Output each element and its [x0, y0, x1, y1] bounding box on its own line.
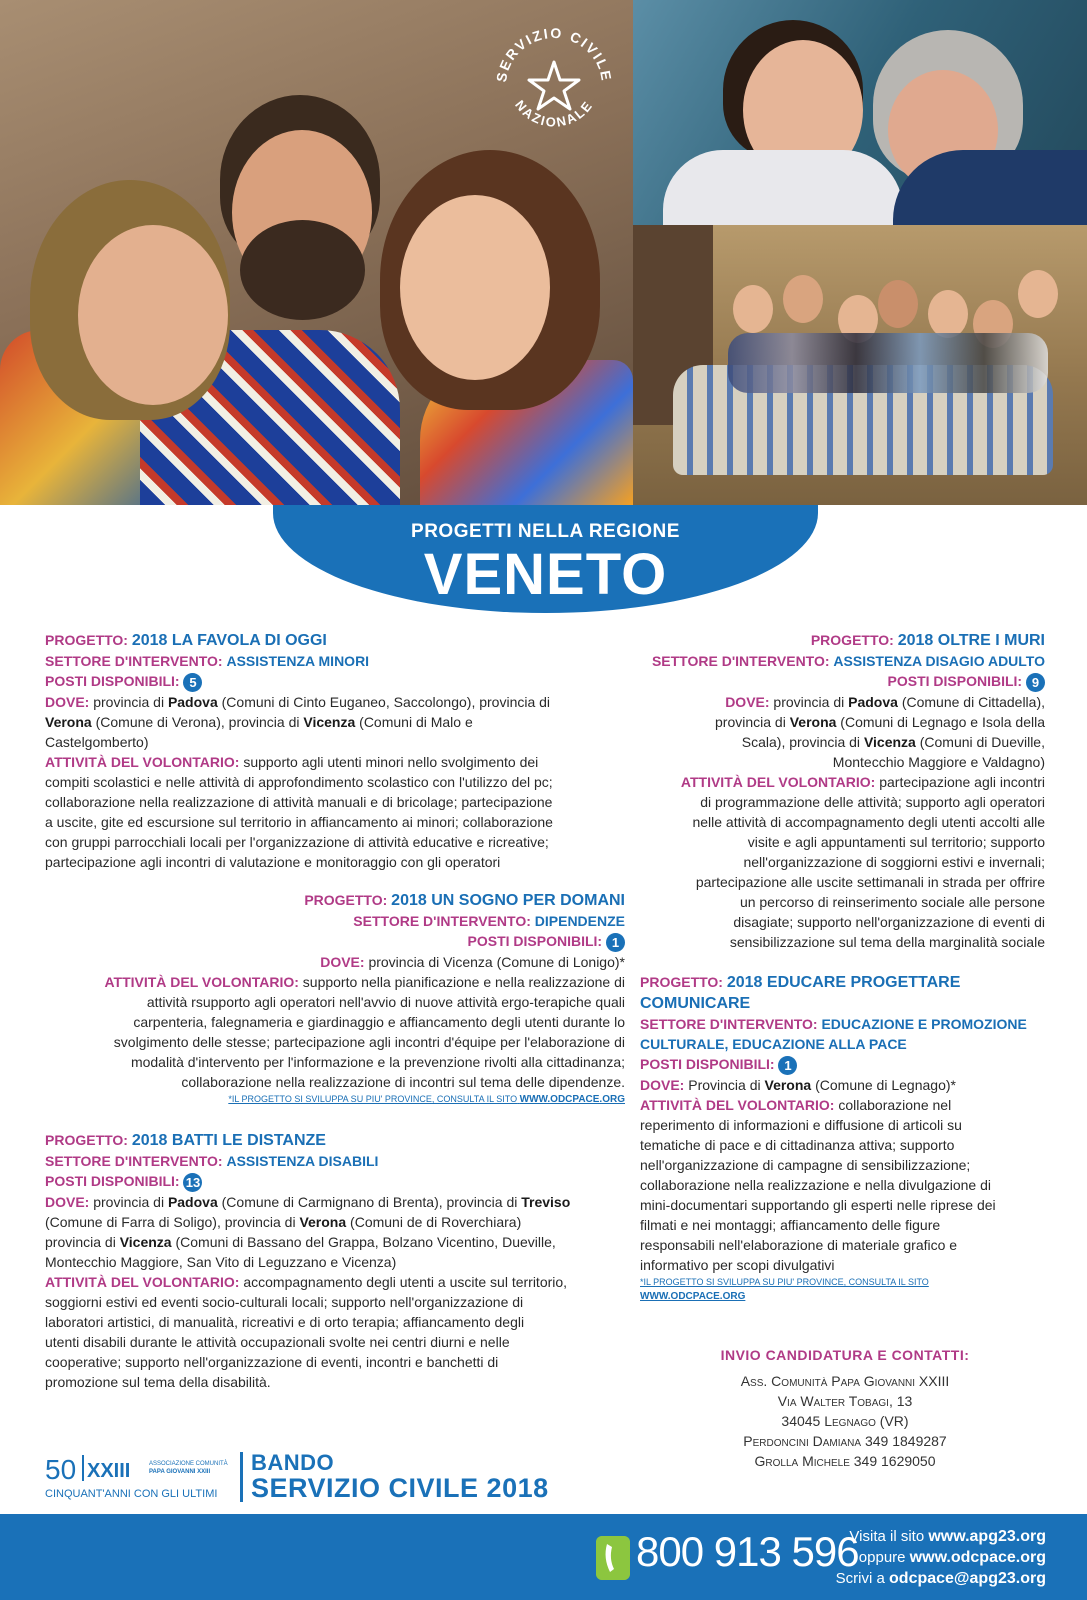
attivita-line: carpenteria, falegnameria e giardinaggio e affiancamento degli utenti durante lo [133, 1013, 625, 1030]
dove-line: Montecchio Maggiore, San Vito di Leguzzano e Vicenza) [45, 1253, 397, 1270]
attivita-line: ATTIVITÀ DEL VOLONTARIO: accompagnamento degli utenti a uscite sul territorio, [45, 1273, 568, 1290]
posti-badge: 9 [1026, 673, 1045, 692]
attivita-line: a uscite, gite ed escursione sul territorio in affiancamento ai minori; collaborazione [45, 813, 553, 830]
project-note-site[interactable]: WWW.ODCPACE.ORG [640, 1290, 746, 1302]
photo-community-sofa [633, 225, 1087, 505]
attivita-line: informativo per scopi divulgativi [640, 1256, 835, 1273]
attivita-line: utenti disabili durante le attività occupazionali svolte nei centri diurni e nelle [45, 1333, 510, 1350]
contact-line: Ass. Comunità Papa Giovanni XXIII [740, 1373, 950, 1389]
attivita-line: filmati e nei montaggi; affiancamento delle figure [640, 1216, 941, 1233]
attivita-line: responsabili nell'elaborazione di materiale grafico e [640, 1236, 958, 1253]
svg-text:50: 50 [45, 1454, 77, 1485]
dove-line: Castelgomberto) [45, 733, 149, 750]
phone-icon [596, 1536, 630, 1580]
attivita-line: sensibilizzazione sul tema della marginalità sociale [729, 933, 1045, 950]
attivita-line: modalità d'intervento per l'informazione e la prevenzione rivolti alla cittadinanza; [130, 1053, 625, 1070]
region-subtitle: PROGETTI NELLA REGIONE [411, 521, 680, 542]
attivita-line: partecipazione alle uscite settimanali in strada per offrire [695, 873, 1045, 890]
posti-badge: 1 [778, 1056, 797, 1075]
dove-line: (Comune di Farra di Soligo), provincia di Verona (Comuni de di Roverchiara) [45, 1213, 522, 1230]
attivita-line: tematiche di pace e di cittadinanza attiva; supporto [640, 1136, 955, 1153]
bando-line2: SERVIZIO CIVILE 2018 [251, 1473, 549, 1503]
project-settore: ASSISTENZA MINORI [226, 653, 370, 669]
dove-block [640, 692, 1045, 772]
attivita-line: nell'organizzazione di campagne di sensibilizzazione; [640, 1156, 971, 1173]
dove-line: provincia di Vicenza (Comuni di Bassano del Grappa, Bolzano Vicentino, Dueville, [45, 1233, 556, 1250]
bando-title [240, 1452, 581, 1502]
region-name: VENETO [423, 542, 668, 607]
photo-volunteers-group [0, 0, 633, 505]
posti-badge: 13 [183, 1173, 202, 1192]
project-title: 2018 OLTRE I MURI [897, 632, 1045, 649]
dove-line: Scala), provincia di Vicenza (Comuni di Dueville, [741, 733, 1045, 750]
project-settore-cont: CULTURALE, EDUCAZIONE ALLA PACE [640, 1036, 907, 1052]
svg-text:NAZIONALE: NAZIONALE [512, 97, 596, 130]
dove-line: DOVE: provincia di Padova (Comuni di Cinto Euganeo, Saccolongo), provincia di [45, 693, 551, 710]
site-link-odcpace[interactable]: www.odcpace.org [909, 1549, 1046, 1566]
attivita-line: con gruppi parrocchiali locali per l'organizzazione di attività educative e ricreative; [45, 833, 549, 850]
attivita-line: svolgimento delle stesse; partecipazione agli incontri d'équipe per l'elaborazione di [113, 1033, 625, 1050]
bottom-contact-bar [0, 1514, 1087, 1600]
contacts-block [650, 1345, 1040, 1471]
attivita-line: collaborazione nella realizzazione di incontri sul tema delle dipendenze. [181, 1073, 625, 1090]
bando-line1: BANDO [251, 1450, 335, 1475]
attivita-block [45, 1272, 625, 1392]
photo-hug [633, 0, 1087, 225]
site-link-apg23[interactable]: www.apg23.org [928, 1528, 1046, 1545]
project-title: 2018 BATTI LE DISTANZE [131, 1132, 326, 1149]
attivita-line: nelle attività di accompagnamento degli utenti accolti alle [692, 813, 1045, 830]
attivita-line: attività rsupporto agli operatori nell'avvio di nuove attività ergo-terapiche quali [146, 993, 625, 1010]
attivita-line: ATTIVITÀ DEL VOLONTARIO: collaborazione nel [640, 1096, 952, 1113]
attivita-line: reperimento di informazioni e diffusione di articoli su [640, 1116, 962, 1133]
attivita-block [45, 752, 625, 872]
contact-line: Via Walter Tobagi, 13 [777, 1393, 913, 1409]
email-link[interactable]: odcpace@apg23.org [889, 1570, 1046, 1587]
attivita-line: partecipazione agli incontri di valutazione e monitoraggio con gli operatori [45, 853, 501, 870]
project-dove: provincia di Vicenza (Comune di Lonigo)* [368, 953, 625, 970]
phone-number[interactable]: 800 913 596 [636, 1528, 859, 1575]
posti-badge: 1 [606, 933, 625, 952]
attivita-block [640, 772, 1045, 952]
dove-line: Verona (Comune di Verona), provincia di Vicenza (Comuni di Malo e [45, 713, 473, 730]
project-batti: PROGETTO: 2018 BATTI LE DISTANZE SETTORE D'INTERVENTO: ASSISTENZA DISABILI POSTI DISPONIBILI: 13 DOVE: provincia di Padova (Comune di Carmignano di Brenta), provincia di Treviso (Comune di Farra di Soligo), provincia di Verona (Comuni de di Roverchiara) provincia di Vicenza (Comuni di Bassano del Grappa, Bolzano Vicentino, Dueville, Montecchio Maggiore, San Vito di Leguzzano e Vicenza) ATTIVITÀ DEL VOLONTARIO: accompagnamento degli utenti a uscite sul territorio, soggiorni estivi ed eventi socio-culturali locali; supporto nell'organizzazione di laboratori artistici, di manualità, ricreativi e di orto terapia; affiancamento degli utenti disabili durante le attività occupazionali svolte nei centri diurni e nelle cooperative; supporto nell'organizzazione di eventi, incontri e banchetti di promozione sul tema della disabilità. [45, 1130, 625, 1392]
dove-line: DOVE: Provincia di Verona (Comune di Legnago)* [640, 1076, 956, 1093]
svg-text:ASSOCIAZIONE COMUNITÀ: ASSOCIAZIONE COMUNITÀ [149, 1461, 228, 1467]
attivita-line: promozione sul tema della disabilità. [45, 1373, 271, 1390]
apg23-50-years-logo [45, 1453, 245, 1501]
dove-block [640, 1075, 1050, 1095]
svg-text:XXIII: XXIII [87, 1460, 131, 1482]
attivita-line: un percorso di reinserimento sociale alle persone [739, 893, 1045, 910]
project-title: 2018 EDUCARE PROGETTARE [726, 974, 961, 991]
contact-line: Grolla Michele 349 1629050 [754, 1453, 936, 1469]
dove-line: DOVE: provincia di Padova (Comune di Cittadella), [725, 693, 1045, 710]
contact-line: Perdoncini Damiana 349 1849287 [743, 1433, 947, 1449]
contact-line: 34045 Legnago (VR) [781, 1413, 909, 1429]
svg-text:SERVIZIO CIVILE: SERVIZIO CIVILE [492, 24, 616, 84]
project-favola: PROGETTO: 2018 LA FAVOLA DI OGGI SETTORE D'INTERVENTO: ASSISTENZA MINORI POSTI DISPONIBILI: 5 DOVE: provincia di Padova (Comuni di Cinto Euganeo, Saccolongo), provincia di Verona (Comune di Verona), provincia di Vicenza (Comuni di Malo e Castelgomberto) ATTIVITÀ DEL VOLONTARIO: supporto agli utenti minori nello svolgimento dei compiti scolastici e nelle attività di approfondimento scolastico con l'utilizzo del pc; collaborazione nella realizzazione di attività manuali e di bricolage; partecipazione a uscite, gite ed escursione sul territorio in affiancamento ai minori; collaborazione con gruppi parrocchiali locali per l'organizzazione di attività educative e ricreative; partecipazione agli incontri di valutazione e monitoraggio con gli operatori [45, 630, 625, 872]
dove-line: DOVE: provincia di Padova (Comune di Carmignano di Brenta), provincia di Treviso [45, 1193, 571, 1210]
servizio-civile-nazionale-logo [492, 24, 616, 148]
project-settore: ASSISTENZA DISAGIO ADULTO [833, 653, 1045, 669]
attivita-line: collaborazione nella realizzazione e nella divulgazione di [640, 1176, 992, 1193]
project-muri: PROGETTO: 2018 OLTRE I MURI SETTORE D'INTERVENTO: ASSISTENZA DISAGIO ADULTO POSTI DISPONIBILI: 9 DOVE: provincia di Padova (Comune di Cittadella), provincia di Verona (Comuni di Legnago e Isola della Scala), provincia di Vicenza (Comuni di Dueville, Montecchio Maggiore e Valdagno) ATTIVITÀ DEL VOLONTARIO: partecipazione agli incontri di programmazione delle attività; supporto agli operatori nelle attività di accompagnamento degli utenti accolti alle visite e agli appuntamenti sul territorio; supporto nell'organizzazione di soggiorni estivi e invernali; partecipazione alle uscite settimanali in strada per offrire un percorso di reinserimento sociale alle persone disagiate; supporto nell'organizzazione di eventi di sensibilizzazione sul tema della marginalità sociale [640, 630, 1045, 952]
project-settore: ASSISTENZA DISABILI [226, 1153, 379, 1169]
attivita-line: soggiorni estivi ed eventi socio-culturali locali; supporto nell'organizzazione di [45, 1293, 524, 1310]
attivita-line: nell'organizzazione di soggiorni estivi e invernali; [743, 853, 1045, 870]
attivita-line: ATTIVITÀ DEL VOLONTARIO: supporto nella pianificazione e nella realizzazione di [104, 973, 625, 990]
project-note[interactable]: *IL PROGETTO SI SVILUPPA SU PIU' PROVINCE, CONSULTA IL SITO WWW.ODCPACE.ORG [228, 1093, 625, 1105]
svg-text:CINQUANT'ANNI CON GLI ULTIMI: CINQUANT'ANNI CON GLI ULTIMI [45, 1488, 218, 1500]
attivita-line: ATTIVITÀ DEL VOLONTARIO: partecipazione agli incontri [680, 773, 1045, 790]
project-note[interactable]: *IL PROGETTO SI SVILUPPA SU PIU' PROVINCE, CONSULTA IL SITO [640, 1276, 929, 1287]
dove-block [45, 692, 625, 752]
attivita-line: visite e agli appuntamenti sul territorio; supporto [747, 833, 1045, 850]
dove-block [45, 1192, 625, 1272]
project-educare: PROGETTO: 2018 EDUCARE PROGETTARE COMUNICARE SETTORE D'INTERVENTO: EDUCAZIONE E PROMOZIONE CULTURALE, EDUCAZIONE ALLA PACE POSTI DISPONIBILI: 1 DOVE: Provincia di Verona (Comune di Legnago)* ATTIVITÀ DEL VOLONTARIO: collaborazione nel reperimento di informazioni e diffusione di articoli su tematiche di pace e di cittadinanza attiva; supporto nell'organizzazione di campagne di sensibilizzazione; collaborazione nella realizzazione e nella divulgazione di mini-documentari supportando gli esperti nelle riprese dei filmati e nei montaggi; affiancamento delle figure responsabili nell'elaborazione di materiale grafico e informativo per scopi divulgativi *IL PROGETTO SI SVILUPPA SU PIU' PROVINCE, CONSULTA IL SITO WWW.ODCPACE.ORG [640, 972, 1050, 1304]
svg-text:PAPA GIOVANNI XXIII: PAPA GIOVANNI XXIII [149, 1469, 211, 1475]
region-header [273, 505, 818, 613]
attivita-line: compiti scolastici e nelle attività di approfondimento scolastico con l'utilizzo del pc; [45, 773, 553, 790]
contacts-title: INVIO CANDIDATURA E CONTATTI: [720, 1347, 970, 1363]
attivita-block [45, 972, 625, 1092]
project-settore: EDUCAZIONE E PROMOZIONE [821, 1016, 1027, 1032]
project-sogno: PROGETTO: 2018 UN SOGNO PER DOMANI SETTORE D'INTERVENTO: DIPENDENZE POSTI DISPONIBILI: 1 DOVE: provincia di Vicenza (Comune di Lonigo)* ATTIVITÀ DEL VOLONTARIO: supporto nella pianificazione e nella realizzazione di attività rsupporto agli operatori nell'avvio di nuove attività ergo-terapiche quali carpenteria, falegnameria e giardinaggio e affiancamento degli utenti durante lo svolgimento delle stesse; partecipazione agli incontri d'équipe per l'elaborazione di modalità d'intervento per l'informazione e la prevenzione rivolti alla cittadinanza; collaborazione nella realizzazione di incontri sul tema delle dipendenze. *IL PROGETTO SI SVILUPPA SU PIU' PROVINCE, CONSULTA IL SITO WWW.ODCPACE.ORG [45, 890, 625, 1107]
project-title-cont: COMUNICARE [640, 995, 751, 1012]
attivita-line: laboratori artistici, di manualità, ricreativi e di orto terapia; affiancamento degli [45, 1313, 525, 1330]
attivita-line: disagiate; supporto nell'organizzazione di eventi di [733, 913, 1045, 930]
project-settore: DIPENDENZE [534, 913, 625, 929]
attivita-line: collaborazione nella realizzazione di attività manuali e di bricolage; partecipazione [45, 793, 553, 810]
project-title: 2018 UN SOGNO PER DOMANI [391, 892, 625, 909]
posti-badge: 5 [183, 673, 202, 692]
attivita-line: mini-documentari supportando gli esperti nelle riprese dei [640, 1196, 996, 1213]
dove-line: Montecchio Maggiore e Valdagno) [832, 753, 1045, 770]
attivita-block [640, 1095, 1050, 1275]
dove-line: provincia di Verona (Comuni di Legnago e Isola della [715, 713, 1045, 730]
web-contacts: Visita il sito www.apg23.org oppure www.odcpace.org Scrivi a odcpace@apg23.org [835, 1528, 1046, 1587]
project-title: 2018 LA FAVOLA DI OGGI [131, 632, 327, 649]
attivita-line: ATTIVITÀ DEL VOLONTARIO: supporto agli utenti minori nello svolgimento dei [45, 753, 539, 770]
attivita-line: di programmazione delle attività; supporto agli operatori [700, 793, 1045, 810]
attivita-line: cooperative; supporto nell'organizzazione di eventi, incontri e banchetti di [45, 1353, 499, 1370]
